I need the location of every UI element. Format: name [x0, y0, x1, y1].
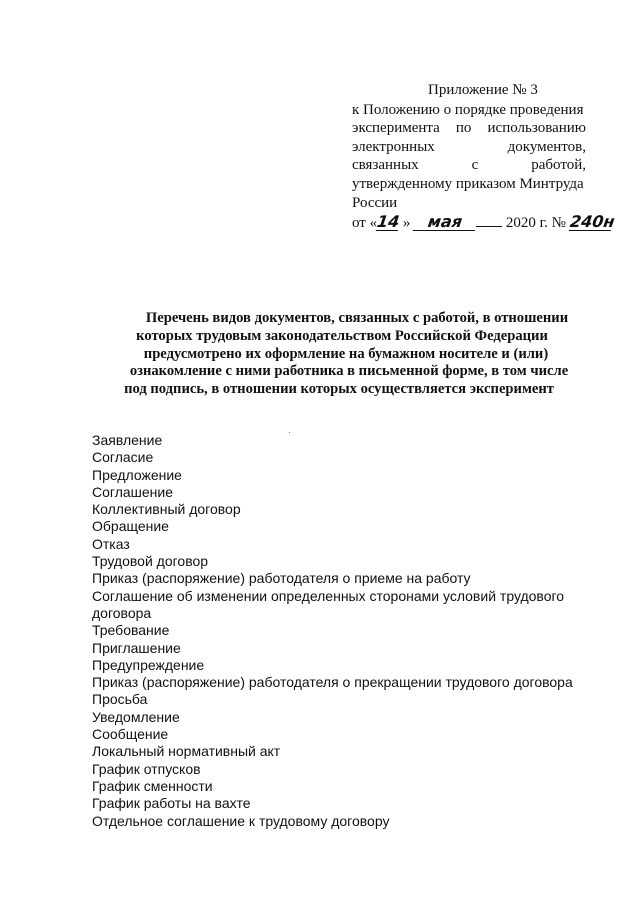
- list-item: График работы на вахте: [92, 795, 251, 812]
- list-item: Соглашение об изменении определенных сторонами условий трудового договора: [92, 587, 565, 621]
- list-item: Заявление: [92, 432, 163, 448]
- list-item: Приказ (распоряжение) работодателя о приеме на работу: [92, 570, 471, 587]
- appendix-line-3: [352, 138, 586, 157]
- list-item: Приглашение: [92, 639, 181, 656]
- list-item: Обращение: [92, 518, 169, 535]
- document-types-list: [92, 432, 582, 830]
- appendix-word: по: [455, 120, 472, 137]
- list-item: Требование: [92, 622, 170, 639]
- appendix-line-1: к Положению о порядке проведения: [352, 101, 584, 118]
- heading-line: которых трудовым законодательством Российской Федерации: [136, 327, 548, 344]
- list-item: Предложение: [92, 466, 182, 483]
- appendix-block: [352, 81, 616, 233]
- appendix-line-2: [352, 119, 586, 138]
- handwritten-order-number: 240н: [568, 212, 616, 232]
- appendix-word: документов,: [507, 138, 586, 155]
- date-quote-close: »: [402, 215, 411, 232]
- list-item: Предупреждение: [92, 656, 205, 673]
- date-year: 2020 г. №: [505, 215, 566, 232]
- appendix-line-6: России: [352, 194, 398, 211]
- date-prefix: от «: [352, 215, 378, 232]
- approval-date-line: [352, 212, 616, 233]
- appendix-word: использованию: [487, 120, 586, 137]
- appendix-word: эксперимента: [352, 120, 440, 137]
- list-item: Сообщение: [92, 726, 169, 743]
- list-item: Трудовой договор: [92, 553, 209, 570]
- date-blank-underline: [476, 214, 502, 227]
- list-item: Согласие: [92, 449, 154, 466]
- list-item: График сменности: [92, 777, 213, 794]
- appendix-title: Приложение № 3: [428, 82, 538, 98]
- appendix-word: электронных: [352, 138, 435, 155]
- list-item: График отпусков: [92, 760, 201, 777]
- appendix-line-4: [352, 156, 586, 175]
- document-heading: [80, 310, 600, 399]
- heading-line: Перечень видов документов, связанных с работой, в отношении: [145, 310, 569, 326]
- heading-line: ознакомление с ними работника в письменной форме, в том числе: [129, 363, 569, 380]
- list-item: Соглашение: [92, 483, 174, 500]
- list-item: Отдельное соглашение к трудовому договору: [92, 812, 390, 829]
- appendix-word: связанных: [352, 157, 419, 174]
- list-item: Уведомление: [92, 708, 180, 725]
- list-item: Просьба: [92, 691, 148, 708]
- list-item: Коллективный договор: [92, 501, 241, 518]
- appendix-line-5: утвержденному приказом Минтруда: [352, 175, 584, 192]
- handwritten-day: 14: [375, 212, 401, 232]
- handwritten-month: мая: [413, 214, 477, 231]
- appendix-word: с: [471, 157, 479, 174]
- list-item: Локальный нормативный акт: [92, 743, 281, 760]
- list-item: Отказ: [92, 535, 130, 552]
- appendix-word: работой,: [531, 157, 586, 174]
- list-item: Приказ (распоряжение) работодателя о прекращении трудового договора: [92, 674, 573, 691]
- heading-line: под подпись, в отношении которых осуществляется эксперимент: [124, 381, 554, 398]
- heading-line: предусмотрено их оформление на бумажном носителе и (или): [143, 345, 549, 362]
